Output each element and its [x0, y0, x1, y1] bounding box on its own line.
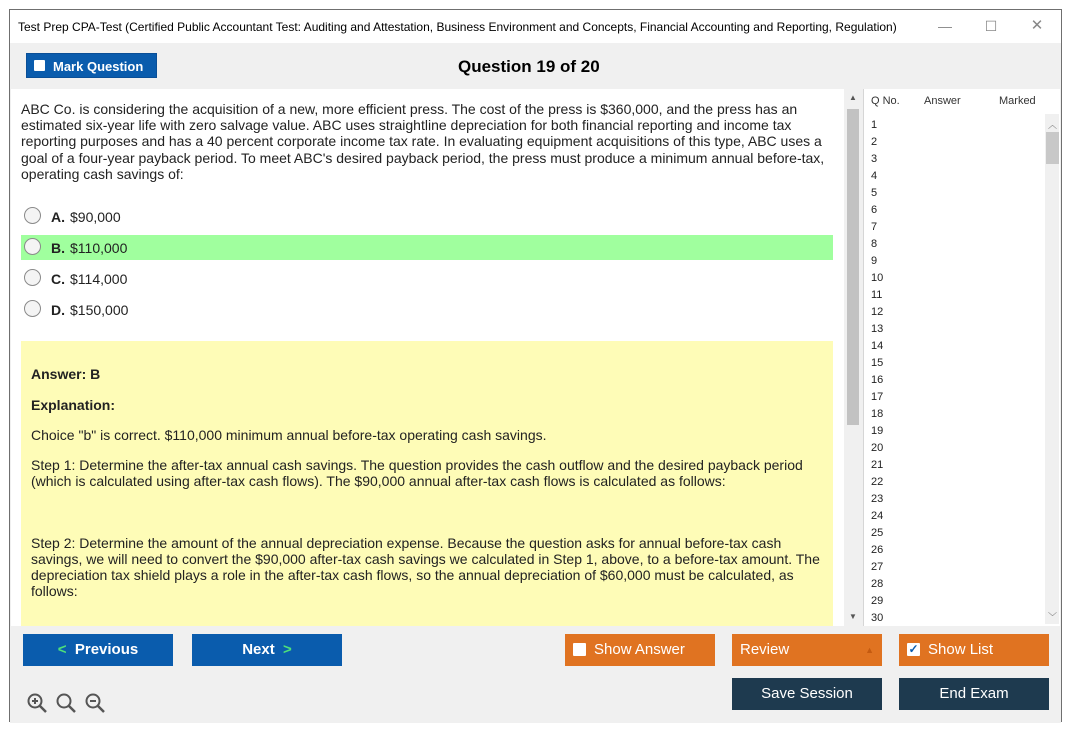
choice-b[interactable] — [21, 235, 833, 260]
choice-value: $90,000 — [70, 209, 121, 225]
review-label: Review — [740, 641, 790, 658]
review-dropdown[interactable] — [732, 634, 882, 666]
show-answer-checkbox-icon[interactable] — [573, 643, 586, 656]
minimize-icon[interactable]: — — [938, 18, 952, 34]
question-list-row[interactable]: 7 — [871, 221, 878, 233]
zoom-out-icon[interactable] — [84, 692, 106, 720]
show-list-checkbox-icon[interactable]: ✓ — [908, 642, 919, 656]
column-header-answer: Answer — [924, 95, 961, 107]
question-list-row[interactable]: 1 — [871, 119, 878, 131]
scroll-up-icon[interactable]: ▲ — [849, 93, 857, 102]
question-list-row[interactable]: 10 — [871, 272, 884, 284]
choice-c[interactable] — [21, 266, 833, 291]
choice-letter: C. — [51, 271, 65, 287]
list-scrollbar[interactable] — [1045, 114, 1059, 624]
mark-question-button[interactable] — [26, 53, 157, 78]
choice-a[interactable] — [21, 204, 833, 229]
list-scroll-up-icon[interactable]: ︿ — [1048, 120, 1058, 130]
list-scroll-down-icon[interactable]: ﹀ — [1048, 612, 1058, 622]
window-title: Test Prep CPA-Test (Certified Public Accountant Test: Auditing and Attestation, Business Environment and Concepts, Financial Accounting and Reporting, Regulation) — [18, 20, 897, 34]
column-header-qno: Q No. — [871, 95, 900, 107]
chevron-right-icon: > — [283, 641, 292, 658]
close-icon[interactable]: ✕ — [1030, 17, 1044, 34]
show-answer-button[interactable] — [565, 634, 715, 666]
save-session-label: Save Session — [761, 685, 853, 702]
radio-button-a[interactable] — [24, 207, 41, 224]
question-list-row[interactable]: 18 — [871, 408, 884, 420]
radio-button-b[interactable] — [24, 238, 41, 255]
question-list-row[interactable]: 6 — [871, 204, 878, 216]
question-list-row[interactable]: 26 — [871, 544, 884, 556]
question-list-row[interactable]: 29 — [871, 595, 884, 607]
scroll-down-icon[interactable]: ▼ — [849, 612, 857, 621]
question-list-row[interactable]: 19 — [871, 425, 884, 437]
list-scroll-thumb[interactable] — [1046, 132, 1059, 164]
choice-value: $150,000 — [70, 302, 129, 318]
radio-button-c[interactable] — [24, 269, 41, 286]
radio-button-d[interactable] — [24, 300, 41, 317]
mark-checkbox-icon — [34, 60, 45, 71]
question-list-row[interactable]: 8 — [871, 238, 878, 250]
question-list-row[interactable]: 24 — [871, 510, 884, 522]
question-list-panel — [863, 89, 1060, 626]
question-list-row[interactable]: 4 — [871, 170, 878, 182]
explanation-box — [21, 341, 833, 626]
question-list-row[interactable]: 2 — [871, 136, 878, 148]
previous-button[interactable] — [23, 634, 173, 666]
choice-value: $114,000 — [70, 271, 128, 287]
zoom-in-icon[interactable] — [26, 692, 48, 720]
question-list-row[interactable]: 5 — [871, 187, 878, 199]
question-list-row[interactable]: 13 — [871, 323, 884, 335]
question-list-row[interactable]: 3 — [871, 153, 878, 165]
question-list-row[interactable]: 21 — [871, 459, 884, 471]
save-session-button[interactable] — [732, 678, 882, 710]
question-list-row[interactable]: 28 — [871, 578, 884, 590]
mark-question-label: Mark Question — [53, 59, 144, 74]
explanation-heading: Explanation: — [31, 397, 116, 413]
show-list-button[interactable] — [899, 634, 1049, 666]
question-text: ABC Co. is considering the acquisition of a new, more efficient press. The cost of the press is $360,000, and the press has an estimated six-year life with zero salvage value. ABC uses straightline depreciation for both financial reporting and income tax reporting purposes and has a 40 percent corporate income tax rate. In evaluating equipment acquisitions of this type, ABC uses a goal of a four-year payback period. To meet ABC's desired payback period, the press must produce a minimum annual before-tax, operating cash savings of: — [21, 101, 825, 182]
end-exam-label: End Exam — [939, 685, 1009, 702]
title-bar — [10, 10, 1061, 43]
question-list-row[interactable]: 30 — [871, 612, 884, 624]
choice-d[interactable] — [21, 297, 833, 322]
app-window — [9, 9, 1062, 722]
question-list-row[interactable]: 11 — [871, 289, 883, 301]
chevron-left-icon: < — [57, 641, 67, 658]
question-list-row[interactable]: 22 — [871, 476, 884, 488]
choice-letter: D. — [51, 302, 65, 318]
explanation-paragraph-2: Step 1: Determine the after-tax annual cash savings. The question provides the cash outflow and the desired payback period (which is calculated using after-tax cash flows). The $90,000 annual after-tax cash flows is calculated as follows: — [31, 457, 803, 489]
maximize-icon[interactable]: ☐ — [984, 18, 998, 34]
question-list-row[interactable]: 17 — [871, 391, 884, 403]
scroll-thumb[interactable] — [847, 109, 859, 425]
end-exam-button[interactable] — [899, 678, 1049, 710]
explanation-paragraph-3: Step 2: Determine the amount of the annual depreciation expense. Because the question asks for annual before-tax cash savings, we will need to convert the $90,000 after-tax cash savings we calculated in Step 1, above, to a before-tax amount. The depreciation tax shield plays a role in the after-tax cash flows, so the annual depreciation of $60,000 must be calculated, as follows: — [31, 535, 820, 599]
choice-value: $110,000 — [70, 240, 128, 256]
question-list-row[interactable]: 12 — [871, 306, 884, 318]
question-list-row[interactable]: 20 — [871, 442, 884, 454]
show-list-label: Show List — [928, 641, 994, 658]
question-list-row[interactable]: 16 — [871, 374, 884, 386]
next-button[interactable] — [192, 634, 342, 666]
show-answer-label: Show Answer — [594, 641, 685, 658]
question-list-row[interactable]: 9 — [871, 255, 878, 267]
question-list-row[interactable]: 14 — [871, 340, 884, 352]
answer-label: Answer: B — [31, 366, 101, 382]
question-list-row[interactable]: 25 — [871, 527, 884, 539]
question-list-row[interactable]: 23 — [871, 493, 884, 505]
question-list-row[interactable]: 15 — [871, 357, 884, 369]
explanation-paragraph-1: Choice "b" is correct. $110,000 minimum annual before-tax operating cash savings. — [31, 427, 547, 443]
question-panel — [11, 89, 844, 626]
question-list-rows — [864, 117, 1044, 627]
column-header-marked: Marked — [999, 95, 1036, 107]
question-header-bar — [10, 43, 1061, 89]
zoom-reset-icon[interactable] — [55, 692, 77, 720]
footer-toolbar — [10, 626, 1061, 723]
choice-letter: B. — [51, 240, 65, 256]
next-label: Next — [242, 641, 275, 658]
question-scrollbar[interactable] — [845, 89, 862, 626]
choice-letter: A. — [51, 209, 65, 225]
question-number-heading: Question 19 of 20 — [458, 57, 600, 76]
previous-label: Previous — [74, 641, 139, 658]
question-list-row[interactable]: 27 — [871, 561, 884, 573]
dropdown-arrow-icon: ▲ — [865, 645, 874, 655]
